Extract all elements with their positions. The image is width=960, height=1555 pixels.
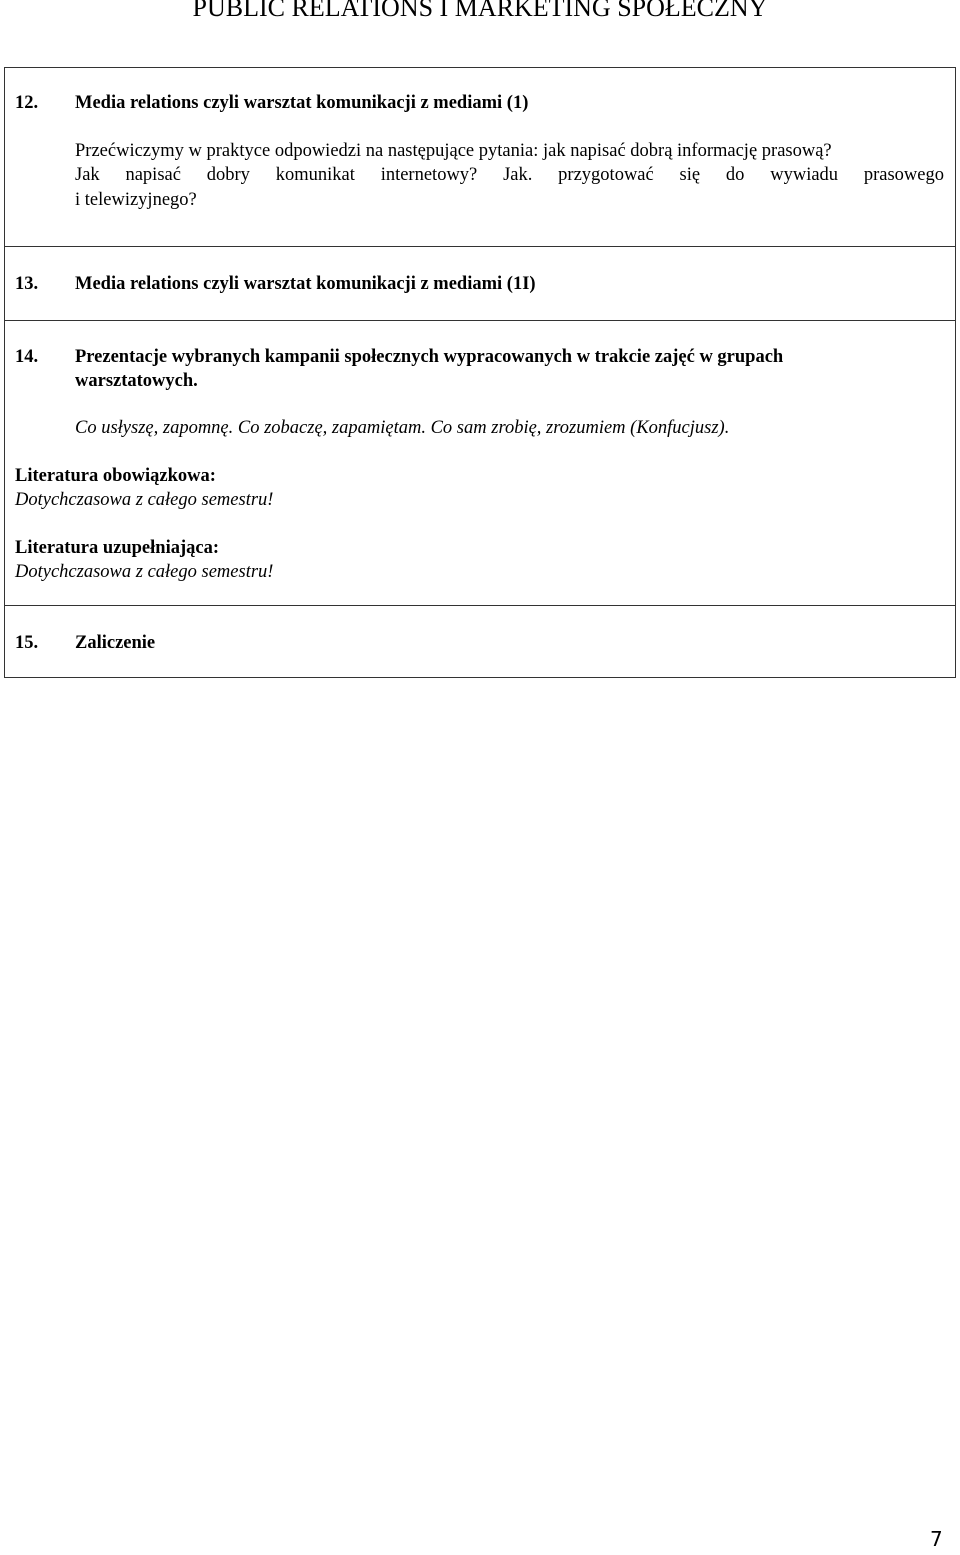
section-heading: Media relations czyli warsztat komunikacji z mediami (1I) xyxy=(75,274,536,294)
section-body-line: Jak napisać dobry komunikat internetowy? Jak. przygotować się do wywiadu prasowego xyxy=(75,165,944,185)
section-number: 12. xyxy=(15,93,39,113)
section-number: 14. xyxy=(15,347,39,367)
page-number: 7 xyxy=(930,1527,943,1551)
row-divider xyxy=(4,605,956,606)
required-reading-label: Literatura obowiązkowa: xyxy=(15,466,216,486)
required-reading-value: Dotychczasowa z całego semestru! xyxy=(15,490,274,510)
row-divider xyxy=(4,246,956,247)
supplementary-reading-value: Dotychczasowa z całego semestru! xyxy=(15,562,274,582)
row-divider xyxy=(4,320,956,321)
document-title: PUBLIC RELATIONS I MARKETING SPOŁECZNY xyxy=(192,0,768,22)
section-quote: Co usłyszę, zapomnę. Co zobaczę, zapamiętam. Co sam zrobię, zrozumiem (Konfucjusz). xyxy=(75,418,730,438)
section-heading: Media relations czyli warsztat komunikacji z mediami (1) xyxy=(75,93,529,113)
section-body-line: Przećwiczymy w praktyce odpowiedzi na następujące pytania: jak napisać dobrą informację prasową? xyxy=(75,141,832,161)
supplementary-reading-label: Literatura uzupełniająca: xyxy=(15,538,219,558)
section-number: 13. xyxy=(15,274,39,294)
section-body-line: i telewizyjnego? xyxy=(75,190,197,210)
section-heading: Zaliczenie xyxy=(75,633,156,653)
section-heading: warsztatowych. xyxy=(75,371,198,391)
section-heading: Prezentacje wybranych kampanii społecznych wypracowanych w trakcie zajęć w grupach xyxy=(75,347,784,367)
section-number: 15. xyxy=(15,633,39,653)
